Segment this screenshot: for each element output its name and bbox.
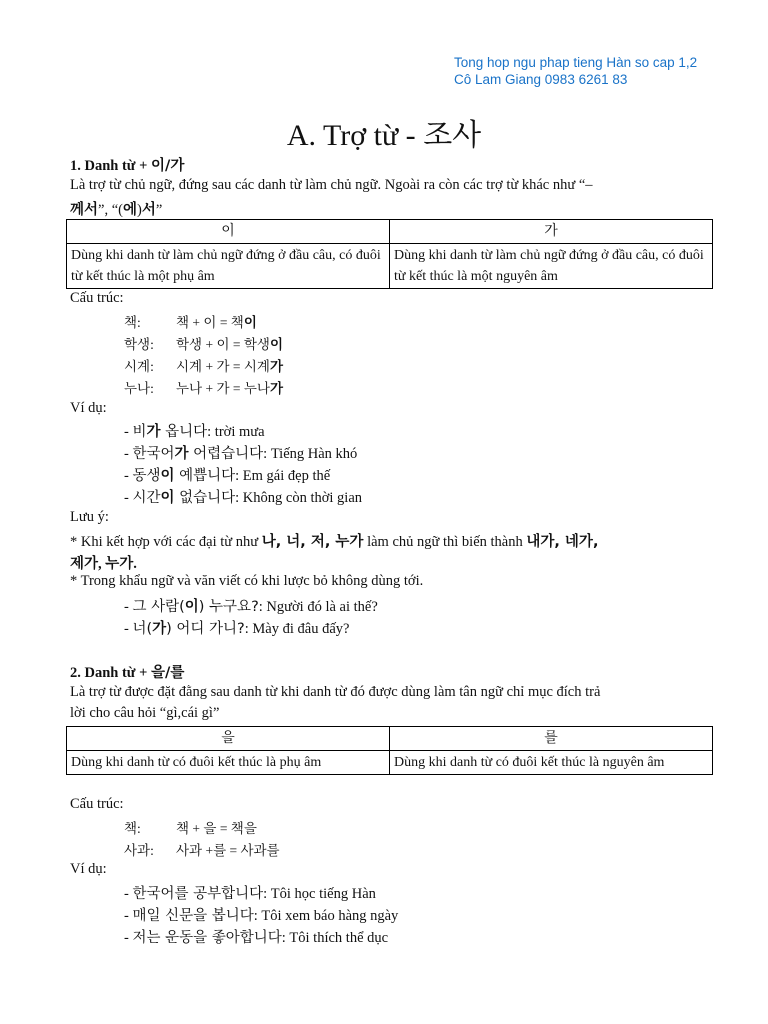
- table-row: [67, 751, 713, 775]
- table-cell-2: Dùng khi danh từ có đuôi kết thúc là nguyên âm: [390, 751, 713, 775]
- section-1-heading-ko: 이/가: [151, 158, 185, 174]
- structure-row: [124, 311, 257, 331]
- structure-formula: 책 + 을 = 책을: [176, 821, 257, 836]
- desc2-ko-a: 께서: [70, 202, 99, 218]
- structure-row: [124, 333, 283, 353]
- ex-ko: 한국어: [132, 446, 175, 462]
- section-2-table: [66, 726, 713, 775]
- header-line-1: Tong hop ngu phap tieng Hàn so cap 1,2: [454, 55, 698, 70]
- ex-ko: 비: [132, 424, 147, 440]
- list-item: - 비가 옵니다: trời mưa: [124, 424, 265, 440]
- structure-formula: 누나 + 가 = 누나: [176, 381, 270, 396]
- section-1-table: [66, 219, 713, 289]
- structure-row: [124, 377, 283, 397]
- section-2-desc-2: lời cho câu hỏi “gì,cái gì”: [70, 705, 220, 721]
- note-line-1: [70, 530, 598, 551]
- ex-ko: 매일 신문을 봅니다: [132, 908, 254, 924]
- header: [454, 54, 697, 88]
- table-col-2: 가: [390, 220, 713, 244]
- structure-key: 책:: [124, 315, 141, 330]
- ex-ko: ) 어디 가니?: [166, 621, 245, 637]
- list-item: - 너(가) 어디 가니?: Mày đi đâu đấy?: [124, 621, 350, 637]
- ex-ko: 한국어를 공부합니다: [132, 886, 264, 902]
- ex-vn: : Tôi học tiếng Hàn: [263, 886, 376, 902]
- note-line-1-cont: 제가, 누가.: [70, 556, 137, 572]
- section-2-heading: [70, 661, 184, 682]
- structure-formula: 사과 +를 = 사과를: [176, 843, 280, 858]
- note-text: làm chủ ngữ thì biến thành: [363, 534, 527, 550]
- structure-key: 학생:: [124, 337, 154, 352]
- structure-particle: 가: [269, 381, 283, 396]
- note-text: * Khi kết hợp với các đại từ như: [70, 534, 262, 550]
- ex-particle: 이: [160, 490, 175, 506]
- ex-ko: 동생: [132, 468, 161, 484]
- page-title: [0, 110, 768, 154]
- ex-vn: : Tôi xem báo hàng ngày: [253, 908, 399, 924]
- table-col-1: 을: [67, 727, 390, 751]
- ex-vn: : Em gái đẹp thế: [235, 468, 331, 484]
- section-1-desc-2: [70, 198, 162, 219]
- table-header-row: [67, 727, 713, 751]
- desc2-sep: ”, “(: [98, 202, 123, 218]
- structure-formula: 학생 + 이 = 학생: [176, 337, 270, 352]
- desc2-ko-c: 에: [122, 202, 137, 218]
- section-1-desc-1: Là trợ từ chủ ngữ, đứng sau các danh từ làm chủ ngữ. Ngoài ra còn các trợ từ khác như “–: [70, 177, 593, 193]
- header-line-2: Cô Lam Giang 0983 6261 83: [454, 72, 628, 87]
- list-item: - 한국어가 어렵습니다: Tiếng Hàn khó: [124, 446, 358, 462]
- ex-ko: 어렵습니다: [188, 446, 264, 462]
- section-1-note-label: Lưu ý:: [70, 509, 109, 525]
- structure-particle: 이: [269, 337, 283, 352]
- ex-ko: 없습니다: [174, 490, 236, 506]
- ex-vn: : trời mưa: [207, 424, 265, 440]
- structure-key: 책:: [124, 821, 141, 836]
- table-col-2: 를: [390, 727, 713, 751]
- ex-particle: 이: [184, 599, 199, 615]
- list-item: - 그 사람(이) 누구요?: Người đó là ai thế?: [124, 599, 378, 615]
- table-cell-2: Dùng khi danh từ làm chủ ngữ đứng ở đầu câu, có đuôi từ kết thúc là một nguyên âm: [390, 244, 713, 289]
- structure-formula: 시계 + 가 = 시계: [176, 359, 270, 374]
- ex-ko: 시간: [132, 490, 161, 506]
- structure-row: [124, 817, 257, 837]
- list-item: - 시간이 없습니다: Không còn thời gian: [124, 490, 363, 506]
- section-1-heading: [70, 154, 184, 175]
- structure-row: [124, 355, 283, 375]
- structure-key: 사과:: [124, 843, 154, 858]
- ex-vn: : Tôi thích thể dục: [281, 930, 389, 946]
- ex-ko: ) 누구요?: [198, 599, 259, 615]
- structure-particle: 이: [243, 315, 257, 330]
- section-1-structure-label: Cấu trúc:: [70, 290, 124, 306]
- ex-vn: : Mày đi đâu đấy?: [244, 621, 350, 637]
- table-cell-1: Dùng khi danh từ có đuôi kết thúc là phụ âm: [67, 751, 390, 775]
- structure-formula: 책 + 이 = 책: [176, 315, 244, 330]
- structure-key: 시계:: [124, 359, 154, 374]
- structure-key: 누나:: [124, 381, 154, 396]
- section-2-heading-text: 2. Danh từ +: [70, 665, 152, 681]
- table-cell-1: Dùng khi danh từ làm chủ ngữ đứng ở đầu câu, có đuôi từ kết thúc là một phụ âm: [67, 244, 390, 289]
- ex-ko: 너(: [132, 621, 153, 637]
- table-header-row: [67, 220, 713, 244]
- ex-ko: 저는 운동을 좋아합니다: [132, 930, 282, 946]
- list-item: - 저는 운동을 좋아합니다: Tôi thích thể dục: [124, 930, 389, 946]
- ex-particle: 이: [160, 468, 175, 484]
- list-item: - 매일 신문을 봅니다: Tôi xem báo hàng ngày: [124, 908, 399, 924]
- ex-vn: : Người đó là ai thế?: [258, 599, 378, 615]
- ex-ko: 옵니다: [160, 424, 208, 440]
- note-line-2: * Trong khẩu ngữ và văn viết có khi lược bỏ không dùng tới.: [70, 573, 424, 589]
- section-1-heading-text: 1. Danh từ +: [70, 158, 152, 174]
- ex-vn: : Tiếng Hàn khó: [263, 446, 358, 462]
- ex-particle: 가: [152, 621, 167, 637]
- structure-row: [124, 839, 280, 859]
- title-vn: A. Trợ từ -: [286, 119, 424, 152]
- list-item: - 한국어를 공부합니다: Tôi học tiếng Hàn: [124, 886, 376, 902]
- section-1-example-label: Ví dụ:: [70, 400, 107, 416]
- ex-ko: 그 사람(: [132, 599, 185, 615]
- section-2-heading-ko: 을/를: [151, 665, 185, 681]
- ex-particle: 가: [174, 446, 189, 462]
- ex-ko: 예쁩니다: [174, 468, 236, 484]
- section-2-desc-1: Là trợ từ được đặt đằng sau danh từ khi danh từ đó được dùng làm tân ngữ chỉ mục đích trả: [70, 684, 601, 700]
- table-row: [67, 244, 713, 289]
- desc2-paren: ): [136, 202, 142, 218]
- section-2-structure-label: Cấu trúc:: [70, 796, 124, 812]
- note-ko: 나, 너, 저, 누가: [261, 534, 364, 550]
- desc2-ko-e: 서: [141, 202, 156, 218]
- table-col-1: 이: [67, 220, 390, 244]
- title-ko: 조사: [423, 118, 482, 153]
- desc2-end: ”: [155, 202, 163, 218]
- structure-particle: 가: [269, 359, 283, 374]
- ex-particle: 가: [146, 424, 161, 440]
- ex-vn: : Không còn thời gian: [235, 490, 363, 506]
- list-item: - 동생이 예쁩니다: Em gái đẹp thế: [124, 468, 331, 484]
- note-ko: 내가, 네가,: [526, 534, 599, 550]
- section-2-example-label: Ví dụ:: [70, 861, 107, 877]
